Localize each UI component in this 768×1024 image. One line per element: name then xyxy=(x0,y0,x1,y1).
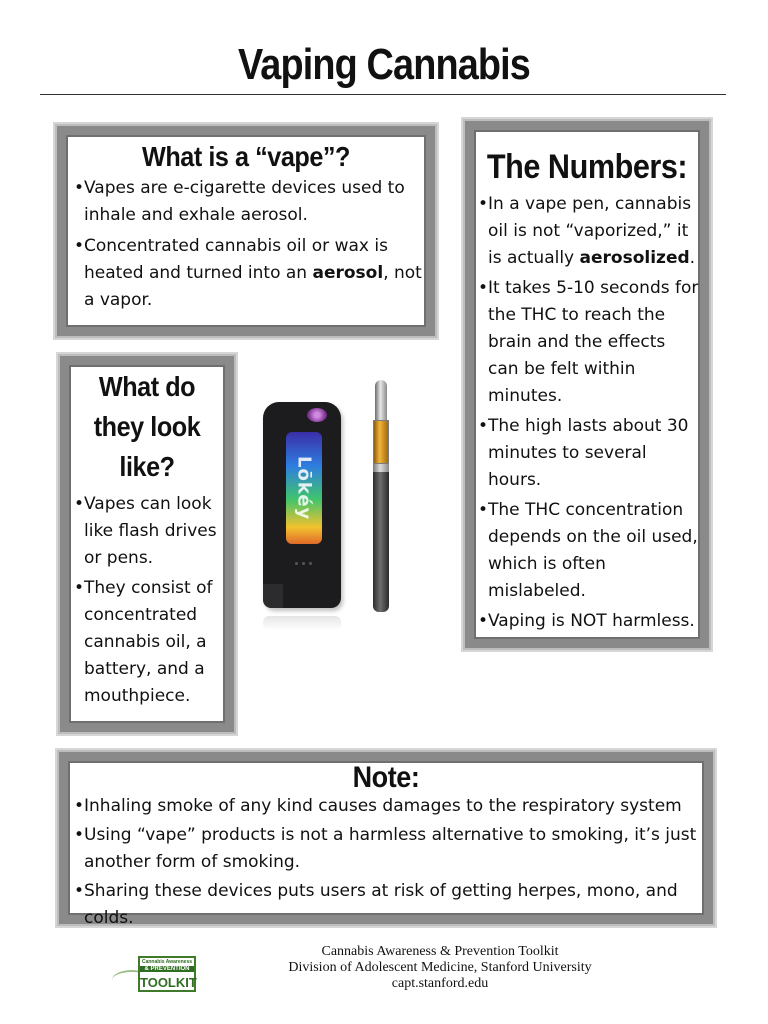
list-item: • The high lasts about 30 minutes to several hours. xyxy=(478,416,689,490)
title-divider xyxy=(40,94,726,95)
list-item: • Vapes are e-cigarette devices used to inhale and exhale aerosol. xyxy=(74,178,405,225)
what-is-vape-heading: What is a “vape”? xyxy=(141,141,351,172)
vape-pen-image xyxy=(372,380,390,614)
list-item: • Using “vape” products is not a harmless alternative to smoking, it’s just another form of smoking. xyxy=(74,825,697,872)
device-brand-text: Lōkéy xyxy=(293,455,315,521)
key-vape-device-image xyxy=(263,402,341,608)
list-item: • It takes 5-10 seconds for the THC to reach the brain and the effects can be felt within minutes. xyxy=(478,278,699,406)
pen-mouthpiece xyxy=(375,380,387,420)
list-item: • They consist of concentrated cannabis oil, a battery, and a mouthpiece. xyxy=(74,578,213,706)
device-usb-notch xyxy=(263,584,283,608)
device-button xyxy=(307,408,327,422)
logo-badge: Cannabis Awareness & PREVENTION TOOLKIT xyxy=(138,956,196,992)
look-like-box xyxy=(60,356,234,732)
list-item: • The THC concentration depends on the oil used, which is often mislabeled. xyxy=(478,500,698,601)
toolkit-logo xyxy=(112,952,198,994)
pen-battery xyxy=(373,472,389,612)
note-box xyxy=(59,752,713,928)
footer-division: Division of Adolescent Medicine, Stanford University xyxy=(288,960,592,975)
numbers-box xyxy=(465,121,709,648)
what-is-vape-box xyxy=(57,126,435,336)
list-item: • In a vape pen, cannabis oil is not “vaporized,” it is actually aerosolized. xyxy=(478,194,696,268)
list-item: • Vaping is NOT harmless. xyxy=(478,611,695,631)
pen-oil-cartridge xyxy=(373,420,389,464)
device-reflection xyxy=(263,616,341,630)
what-is-vape-list xyxy=(74,175,426,314)
list-item: • Vapes can look like flash drives or pens. xyxy=(74,494,217,568)
footer-toolkit-name: Cannabis Awareness & Prevention Toolkit xyxy=(321,944,559,959)
note-heading: Note: xyxy=(352,761,420,794)
list-item: • Concentrated cannabis oil or wax is heated and turned into an aerosol, not a vapor. xyxy=(74,236,422,310)
note-list xyxy=(74,793,704,932)
footer-credits xyxy=(240,944,640,992)
list-item: • Sharing these devices puts users at risk of getting herpes, mono, and colds. xyxy=(74,881,678,928)
emphasis-aerosol: aerosol xyxy=(312,263,384,283)
look-like-list xyxy=(74,491,225,710)
page-title: Vaping Cannabis xyxy=(238,40,530,89)
numbers-list xyxy=(478,191,700,635)
look-like-heading: What do they look like? xyxy=(93,371,201,482)
numbers-heading: The Numbers: xyxy=(486,148,688,186)
list-item: • Inhaling smoke of any kind causes damages to the respiratory system xyxy=(74,796,682,816)
pen-collar xyxy=(373,464,389,472)
footer-url: capt.stanford.edu xyxy=(391,976,489,991)
emphasis-aerosolized: aerosolized xyxy=(579,248,690,268)
device-indicator-dots xyxy=(295,560,315,568)
